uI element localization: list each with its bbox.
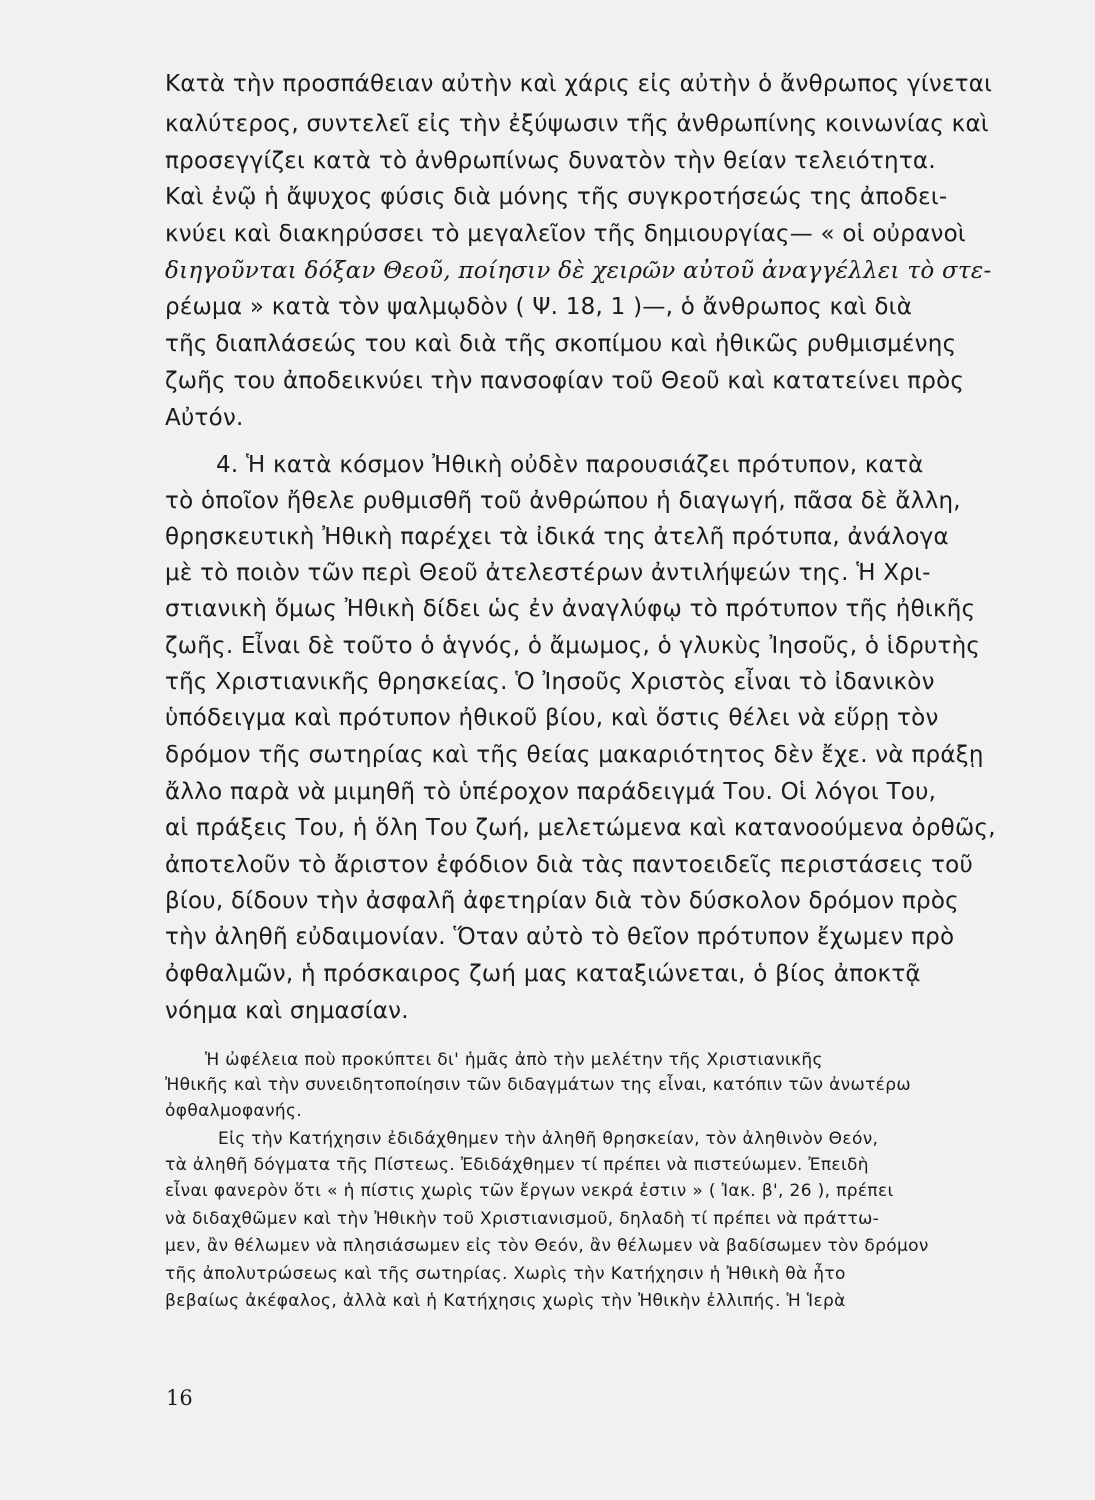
main-text-line: τῆς Χριστιανικῆς θρησκείας. Ὁ Ἰησοῦς Χριστὸς εἶναι τὸ ἰδανικὸν [165,669,935,695]
page-number: 16 [166,1386,193,1410]
small-text-line: εἶναι φανερὸν ὅτι « ἡ πίστις χωρὶς τῶν ἔργων νεκρά ἐστιν » ( Ἰακ. β', 26 ), πρέπει [165,1181,894,1201]
small-text-line: Ἠθικῆς καὶ τὴν συνειδητοποίησιν τῶν διδαγμάτων της εἶναι, κατόπιν τῶν ἀνωτέρω [165,1075,911,1095]
main-text-line: θρησκευτικὴ Ἠθικὴ παρέχει τὰ ἰδικά της ἀτελῆ πρότυπα, ἀνάλογα [165,524,949,550]
main-text-line: στιανικὴ ὅμως Ἠθικὴ δίδει ὡς ἐν ἀναγλύφῳ τὸ πρότυπον τῆς ἠθικῆς [165,596,976,622]
main-text-line: ζωῆς του ἀποδεικνύει τὴν πανσοφίαν τοῦ Θεοῦ καὶ κατατείνει πρὸς [165,368,965,394]
small-text-line: Εἰς τὴν Κατήχησιν ἐδιδάχθημεν τὴν ἀληθῆ θρησκείαν, τὸν ἀληθινὸν Θεόν, [218,1129,879,1149]
main-text-line: κνύει καὶ διακηρύσσει τὸ μεγαλεῖον τῆς δημιουργίας— « οἱ οὐρανοὶ [165,221,966,247]
main-text-line: προσεγγίζει κατὰ τὸ ἀνθρωπίνως δυνατὸν τὴν θείαν τελειότητα. [165,148,936,174]
main-text-line: διηγοῦνται δόξαν Θεοῦ, ποίησιν δὲ χειρῶν αὐτοῦ ἀναγγέλλει τὸ στε- [165,258,992,284]
small-text-line: μεν, ἂν θέλωμεν νὰ πλησιάσωμεν εἰς τὸν Θεόν, ἂν θέλωμεν νὰ βαδίσωμεν τὸν δρόμον [165,1236,929,1256]
main-text-line: ρέωμα » κατὰ τὸν ψαλμῳδὸν ( Ψ. 18, 1 )—, ὁ ἄνθρωπος καὶ διὰ [165,294,913,320]
main-text-line: καλύτερος, συντελεῖ εἰς τὴν ἐξύψωσιν τῆς ἀνθρωπίνης κοινωνίας καὶ [165,111,989,137]
small-text-line: νὰ διδαχθῶμεν καὶ τὴν Ἠθικὴν τοῦ Χριστιανισμοῦ, δηλαδὴ τί πρέπει νὰ πράττω- [165,1209,880,1229]
main-text-line: ἀποτελοῦν τὸ ἄριστον ἐφόδιον διὰ τὰς παντοειδεῖς περιστάσεις τοῦ [165,852,974,878]
small-text-line: βεβαίως ἀκέφαλος, ἀλλὰ καὶ ἡ Κατήχησις χωρὶς τὴν Ἠθικὴν ἐλλιπής. Ἡ Ἱερὰ [165,1291,846,1311]
main-text-line: τὴν ἀληθῆ εὐδαιμονίαν. Ὅταν αὐτὸ τὸ θεῖον πρότυπον ἔχωμεν πρὸ [165,924,955,950]
main-text-line: τῆς διαπλάσεώς του καὶ διὰ τῆς σκοπίμου καὶ ἠθικῶς ρυθμισμένης [165,331,957,357]
main-text-line: Καὶ ἐνῷ ἡ ἄψυχος φύσις διὰ μόνης τῆς συγκροτήσεώς της ἀποδει- [165,184,948,210]
main-text-line: ὑπόδειγμα καὶ πρότυπον ἠθικοῦ βίου, καὶ ὅστις θέλει νὰ εὕρῃ τὸν [165,705,939,731]
section-4-first-line: 4. Ἡ κατὰ κόσμον Ἠθικὴ οὐδὲν παρουσιάζει πρότυπον, κατὰ [216,452,924,478]
main-text-line: αἱ πράξεις Του, ἡ ὅλη Του ζωή, μελετώμενα καὶ κατανοούμενα ὀρθῶς, [165,815,996,841]
main-text-line: ζωῆς. Εἶναι δὲ τοῦτο ὁ ἁγνός, ὁ ἄμωμος, ὁ γλυκὺς Ἰησοῦς, ὁ ἱδρυτὴς [165,633,981,659]
main-text-line: βίου, δίδουν τὴν ἀσφαλῆ ἀφετηρίαν διὰ τὸν δύσκολον δρόμον πρὸς [165,888,959,914]
main-text-line: δρόμον τῆς σωτηρίας καὶ τῆς θείας μακαριότητος δὲν ἔχε. νὰ πράξῃ [165,742,984,768]
main-text-line: ἄλλο παρὰ νὰ μιμηθῆ τὸ ὑπέροχον παράδειγμά Του. Οἱ λόγοι Του, [165,779,937,805]
main-text-line: Αὐτόν. [165,405,244,431]
small-text-line: τὰ ἀληθῆ δόγματα τῆς Πίστεως. Ἐδιδάχθημεν τί πρέπει νὰ πιστεύωμεν. Ἐπειδὴ [165,1155,869,1175]
main-text-line: νόημα καὶ σημασίαν. [165,998,409,1024]
small-text-line: ὀφθαλμοφανής. [165,1101,303,1121]
main-text-line: Κατὰ τὴν προσπάθειαν αὐτὴν καὶ χάρις εἰς αὐτὴν ὁ ἄνθρωπος γίνεται [165,71,993,97]
main-text-line: ὀφθαλμῶν, ἡ πρόσκαιρος ζωή μας καταξιώνεται, ὁ βίος ἀποκτᾷ [165,961,921,987]
small-text-line: τῆς ἀπολυτρώσεως καὶ τῆς σωτηρίας. Χωρὶς τὴν Κατήχησιν ἡ Ἠθικὴ θὰ ἦτο [165,1264,846,1284]
main-text-line: μὲ τὸ ποιὸν τῶν περὶ Θεοῦ ἀτελεστέρων ἀντιλήψεών της. Ἡ Χρι- [165,560,931,586]
main-text-line: τὸ ὁποῖον ἤθελε ρυθμισθῆ τοῦ ἀνθρώπου ἡ διαγωγή, πᾶσα δὲ ἄλλη, [165,488,961,514]
small-text-line: Ἡ ὠφέλεια ποὺ προκύπτει δι' ἡμᾶς ἀπὸ τὴν μελέτην τῆς Χριστιανικῆς [205,1050,823,1070]
